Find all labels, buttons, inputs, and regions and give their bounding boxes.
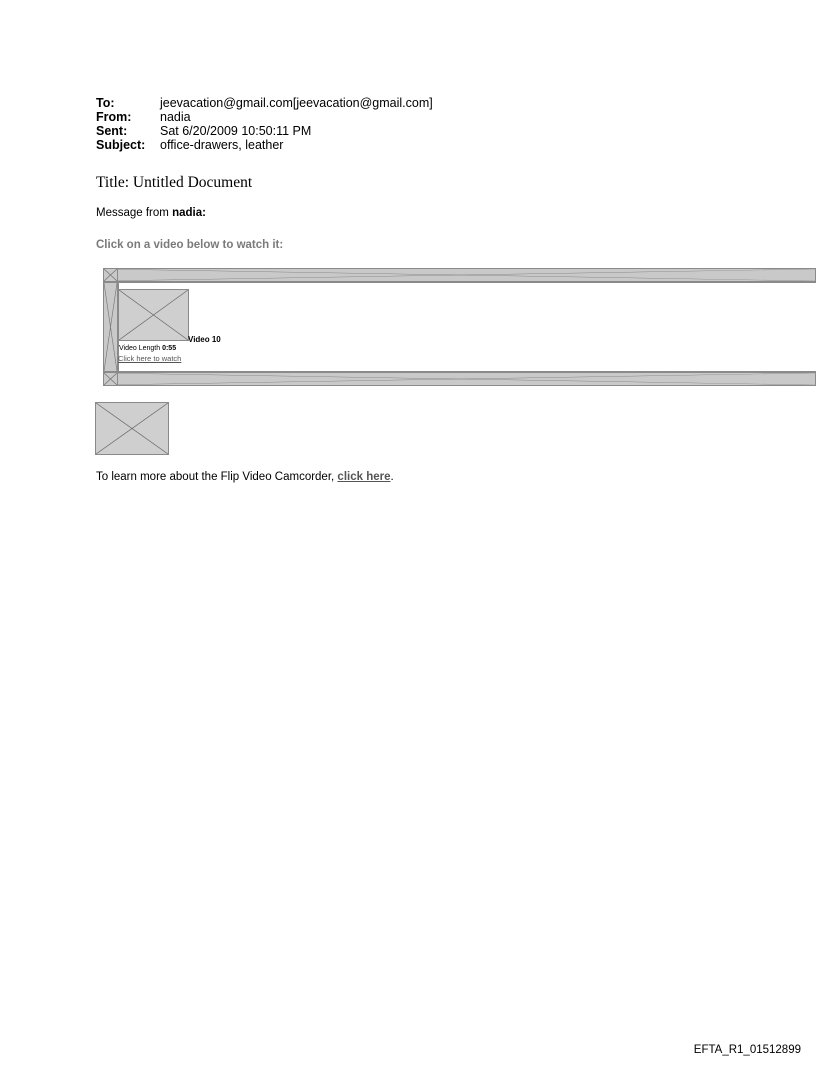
from-row [96,110,433,124]
learn-more-link[interactable]: click here [337,471,391,483]
video-title: Video 10 [188,335,221,344]
learn-more-suffix: . [390,471,394,483]
subject-value: office-drawers, leather [160,138,284,152]
broken-image-icon [103,268,118,282]
subject-label: Subject: [96,138,146,152]
subject-row [96,138,433,152]
video-thumbnail-icon[interactable] [118,289,189,341]
to-value: jeevacation@gmail.com[jeevacation@gmail.com] [160,96,433,110]
video-length [119,345,176,352]
learn-more-prefix: To learn more about the Flip Video Camcorder, [96,471,338,483]
learn-more-text [96,471,394,483]
to-row [96,96,433,110]
sent-value: Sat 6/20/2009 10:50:11 PM [160,124,312,138]
message-from [96,207,206,219]
to-label: To: [96,96,115,110]
sent-row [96,124,433,138]
broken-image-icon [103,268,816,282]
video-length-label: Video Length [119,345,163,352]
sent-label: Sent: [96,124,128,138]
broken-image-icon [103,282,118,372]
from-label: From: [96,110,132,124]
from-value: nadia [160,110,191,124]
video-instruction: Click on a video below to watch it: [96,239,284,251]
broken-image-icon [103,372,118,386]
broken-image-icon [103,372,816,386]
watch-video-link[interactable]: Click here to watch [118,354,182,363]
video-panel [118,282,816,372]
document-title: Title: Untitled Document [96,174,253,191]
broken-image-icon [95,402,169,455]
document-id: EFTA_R1_01512899 [693,1044,801,1056]
message-sender: nadia: [172,207,206,219]
email-header [96,96,433,152]
video-length-value: 0:55 [162,345,177,352]
message-prefix: Message from [96,207,173,219]
